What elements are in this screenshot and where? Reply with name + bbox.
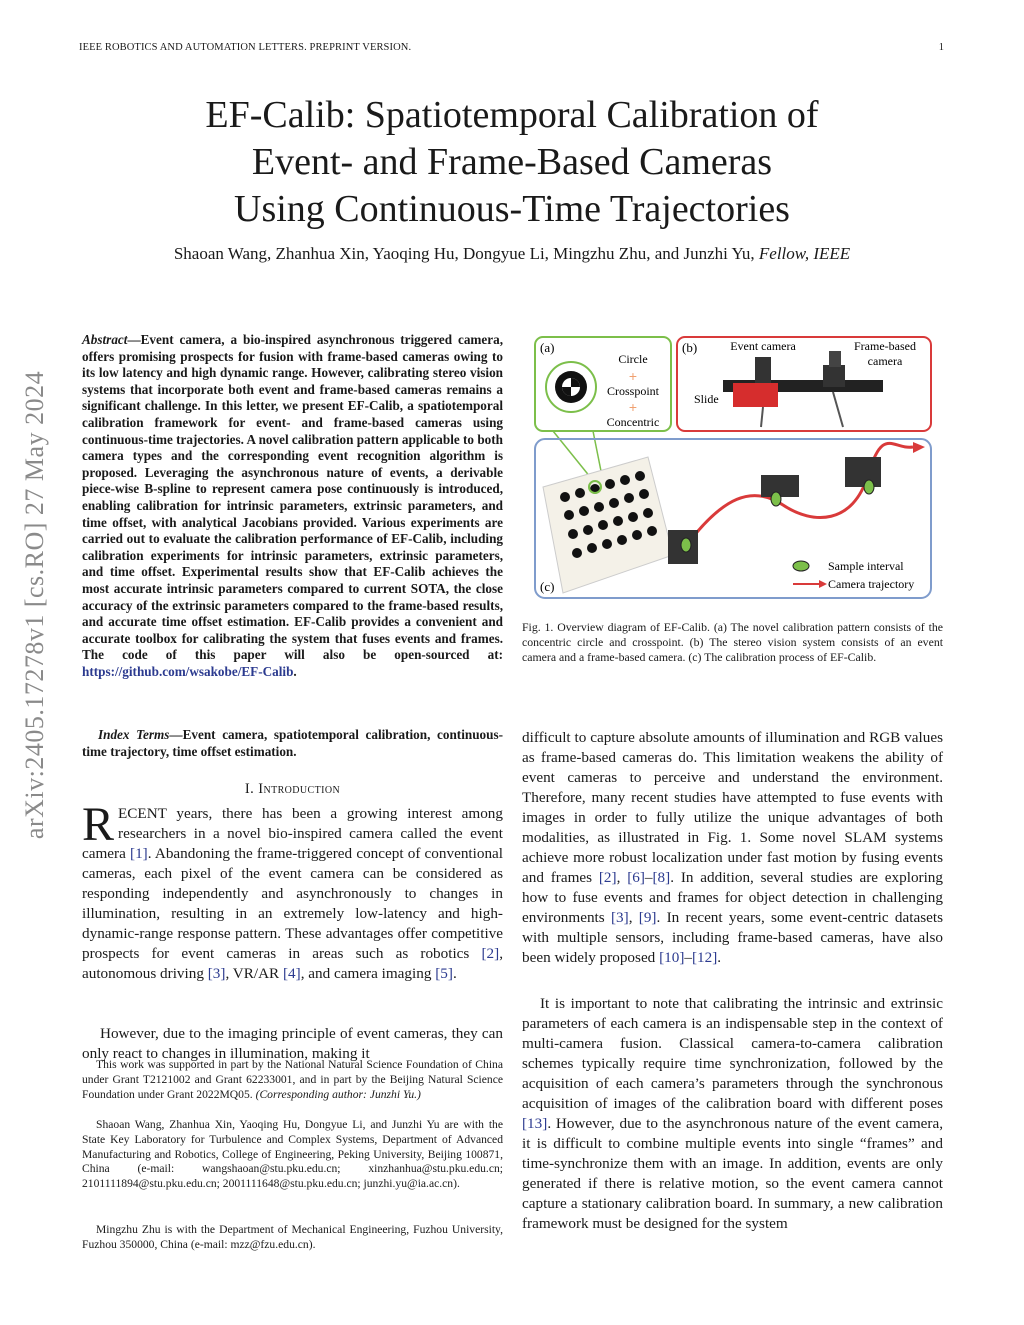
citation-link[interactable]: [3] (610, 909, 629, 926)
intro-paragraph-2: However, due to the imaging principle of event cameras, they can only react to changes in illumination, making it (82, 1025, 503, 1062)
citation-link[interactable]: [2] (481, 945, 500, 962)
body-text: It is important to note that calibrating the intrinsic and extrinsic parameters of each camera is an indispensable step in the context of multi-camera fusion. Classical camera-to-camera calibration schemes typically require time synchronization, followed by the acquisition of each camera’s parameters through the synchronous acquisition of images of the calibration board with different poses (522, 995, 943, 1112)
section-heading (82, 781, 503, 798)
right-paragraph-2 (522, 994, 943, 1234)
cable (761, 407, 763, 427)
separator: , (628, 909, 639, 926)
body-text: . (717, 949, 722, 966)
label-slide: Slide (694, 392, 719, 406)
index-terms-text: —Event camera, spatiotemporal calibration, continuous-time trajectory, time offset estimation. (82, 727, 503, 759)
footnote-affiliation-2: Mingzhu Zhu is with the Department of Mechanical Engineering, Fuzhou University, Fuzhou 350000, China (e-mail: mzz@fzu.edu.cn). (82, 1223, 503, 1251)
body-text: . In recent years, some event-centric datasets with multiple sensors, including frame-based cameras, have also been widely proposed (522, 909, 944, 966)
panel-a-label: (a) (540, 340, 555, 355)
label-concentric: Concentric (606, 415, 660, 429)
intro-text: , and camera imaging (300, 965, 436, 982)
abstract-label: Abstract (82, 332, 128, 347)
right-paragraph-1 (522, 728, 943, 968)
event-camera-body (733, 383, 778, 407)
index-terms-label: Index Terms (98, 727, 170, 742)
legend-sample-icon (793, 561, 809, 571)
page-number: 1 (938, 42, 944, 53)
frame-camera-body (823, 365, 845, 387)
event-camera-lens (755, 357, 771, 383)
citation-link[interactable]: [9] (638, 909, 657, 926)
intro-text: . (452, 965, 457, 982)
label-circle: Circle (618, 352, 648, 366)
arxiv-identifier: arXiv:2405.17278v1 [cs.RO] 27 May 2024 (20, 370, 49, 840)
sample-interval-marker (864, 480, 874, 494)
legend-sample-label: Sample interval (828, 559, 904, 573)
sample-interval-marker (681, 538, 691, 552)
legend-arrow-icon (819, 580, 827, 588)
intro-text: ECENT years, there has been a growing interest among researchers in a novel bio-inspired camera called the event camera (82, 805, 503, 862)
sample-interval-marker (771, 492, 781, 506)
section-number: I. (244, 781, 255, 797)
citation-link[interactable]: [4] (282, 965, 301, 982)
corresponding-author: (Corresponding author: Junzhi Yu.) (255, 1087, 421, 1101)
body-text: . However, due to the asynchronous nature of the event camera, it is difficult to combine multiple events into single “frames” and time-synchronize them with an image. In addition, events are only generated if there is relative motion, so the event camera cannot capture a stationary calibration board. In summary, a new calibration framework must be designed for the system (522, 1115, 943, 1232)
footnote-affiliation: Shaoan Wang, Zhanhua Xin, Yaoqing Hu, Dongyue Li, and Junzhi Yu are with the State Key Laboratory for Turbulence and Complex Systems, Department of Advanced Manufacturing and Robotics, College of Engineering, Peking University, Beijing 100871, China (e-mail: wangshaoan@stu.pku.edu.cn; xinzhanhua@stu.pku.edu.cn; 2101111894@stu.pku.edu.cn; 2001111648@stu.pku.edu.cn; junzhi.yu@ia.ac.cn). (82, 1118, 503, 1191)
intro-text: , VR/AR (225, 965, 283, 982)
legend-trajectory-label: Camera trajectory (828, 577, 915, 591)
figure-1 (533, 335, 933, 600)
abstract (82, 332, 503, 680)
citation-link[interactable]: [12] (691, 949, 718, 966)
intro-text: . Abandoning the frame-triggered concept of conventional cameras, each pixel of the event camera can be considered as responding independently and asynchronously to changes in illumination, resulting in an extremely low-latency and high-dynamic-range response pattern. These advantages offer competitive prospects for event cameras in areas such as robotics (82, 845, 503, 962)
label-frame-based: Frame-based (854, 339, 916, 353)
citation-link[interactable]: [10] (659, 949, 685, 966)
cable (833, 392, 843, 427)
body-text: difficult to capture absolute amounts of illumination and RGB values as frame-based cameras do. This limitation weakens the ability of event cameras to perceive and understand the environment. Therefore, many recent studies have attempted to fuse events with images in order to fully utilize the unique advantages of both modalities, as illustrated in Fig. 1. Some novel SLAM systems achieve more robust localization under fast motion by fusing events and frames (522, 729, 943, 886)
running-header: IEEE ROBOTICS AND AUTOMATION LETTERS. PREPRINT VERSION. (79, 42, 412, 53)
abstract-text: —Event camera, a bio-inspired asynchronous triggered camera, offers promising prospects for fusion with frame-based cameras owing to its low latency and high dynamic range. However, calibrating stereo vision systems that incorporate both event and frame-based cameras remains a significant challenge. In this letter, we present EF-Calib, a spatiotemporal calibration framework for event- and frame-based cameras using continuous-time trajectories. A novel calibration pattern applicable to both camera types and the corresponding event recognition algorithm is proposed. Leveraging the asynchronous nature of events, a derivable piece-wise B-spline to represent camera pose continuously is introduced, enabling calibration for intrinsic parameters, extrinsic parameters, and time offset, with analytical Jacobians provided. Various experiments are carried out to evaluate the calibration performance of EF-Calib, including calibration experiments for intrinsic parameters, extrinsic parameters, and time offset. Experimental results show that EF-Calib achieves the most accurate intrinsic parameters compared to current SOTA, the close accuracy of the extrinsic parameters compared to the frame-based results, and accurate time offset estimation. EF-Calib provides a convenient and accurate toolbox for calibrating the system that fuses events and frames. The code of this paper will also be open-sourced at: (82, 332, 503, 663)
panel-c-label: (c) (540, 579, 555, 594)
label-event-camera: Event camera (730, 339, 796, 353)
abstract-end: . (293, 663, 297, 679)
plus-icon: + (628, 368, 638, 384)
separator: , (616, 869, 628, 886)
dropcap: R (82, 798, 115, 851)
citation-link[interactable]: [5] (435, 965, 453, 982)
author-list (0, 244, 1024, 264)
paper-title (0, 92, 1024, 233)
separator: – (684, 949, 692, 966)
citation-link[interactable]: [2] (598, 869, 617, 886)
author-membership: Fellow, IEEE (758, 244, 851, 263)
label-crosspoint: Crosspoint (606, 384, 660, 398)
figure-caption: Fig. 1. Overview diagram of EF-Calib. (a) The novel calibration pattern consists of the concentric circle and crosspoint. (b) The stereo vision system consists of an event camera and a frame-based camera. (c) The calibration process of EF-Calib. (522, 620, 943, 664)
frame-camera-lens (829, 351, 841, 367)
plus-icon: + (628, 399, 638, 415)
body-text: . In addition, several studies are exploring how to fuse events and frames for object detection in challenging environments (522, 869, 943, 926)
title-line-1: EF-Calib: Spatiotemporal Calibration of (205, 94, 819, 136)
footnote-text: This work was supported in part by the National Natural Science Foundation of China under Grant T2121002 and Grant 62233001, and in part by the Beijing Natural Science Foundation under Grant 2022MQ05. (82, 1058, 503, 1101)
citation-link[interactable]: [3] (207, 965, 226, 982)
author-names: Shaoan Wang, Zhanhua Xin, Yaoqing Hu, Dongyue Li, Mingzhu Zhu, and Junzhi Yu, (173, 244, 755, 263)
citation-link[interactable]: [8] (652, 869, 671, 886)
intro-paragraph-1 (82, 798, 503, 984)
label-frame-based-2: camera (867, 354, 903, 368)
index-terms (82, 727, 503, 760)
intro-text: , autonomous driving (82, 945, 503, 982)
citation-link[interactable]: [6] (627, 869, 645, 886)
panel-b-label: (b) (682, 340, 698, 355)
trajectory-arrow-icon (913, 442, 925, 453)
citation-link[interactable]: [1] (130, 845, 148, 862)
separator: – (644, 869, 653, 886)
citation-link[interactable]: [13] (522, 1115, 548, 1132)
section-title: Introduction (258, 781, 341, 797)
title-line-3: Using Continuous-Time Trajectories (234, 188, 790, 230)
code-link[interactable]: https://github.com/wsakobe/EF-Calib (82, 663, 294, 679)
camera-rig-poses (668, 457, 881, 564)
title-line-2: Event- and Frame-Based Cameras (251, 141, 773, 183)
footnote-funding (82, 1058, 503, 1102)
